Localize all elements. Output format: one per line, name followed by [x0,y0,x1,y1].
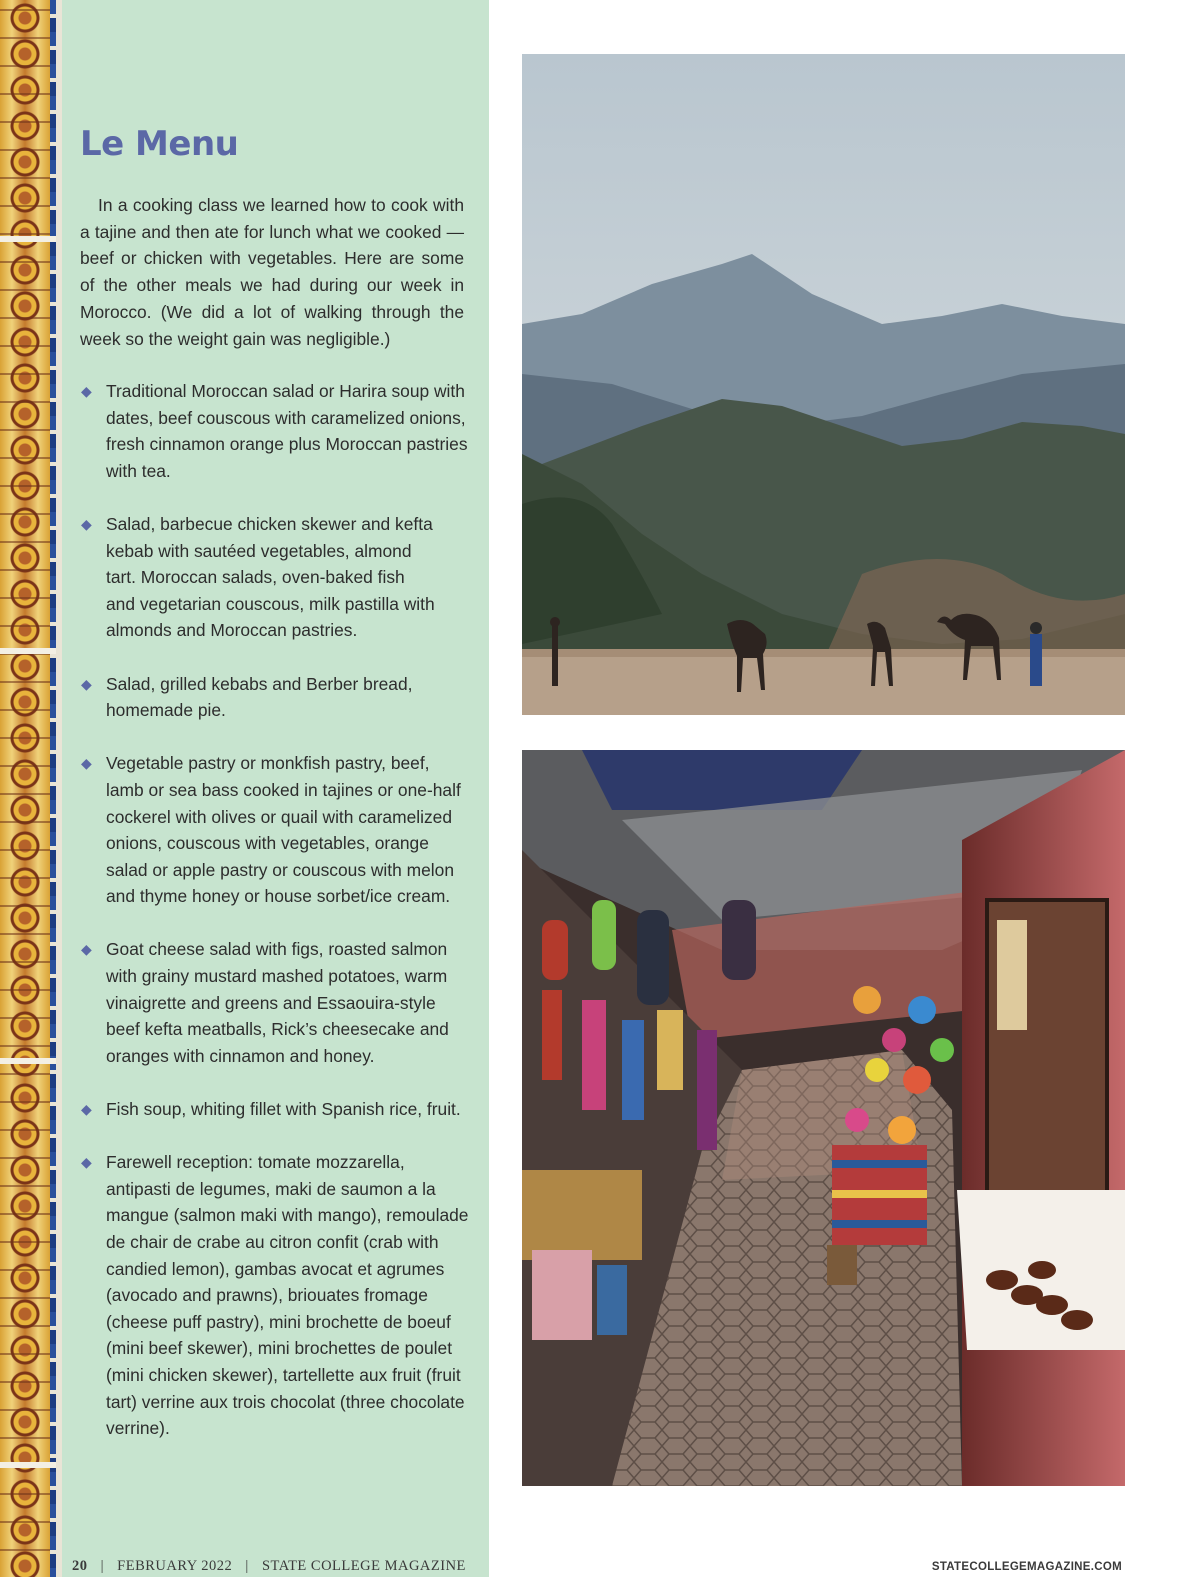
intro-paragraph: In a cooking class we learned how to cook with a tajine and then ate for lunch what we cooked — beef or chicken with vegetables. Here are some of the other meals we had during our week in Morocco. (We did a lot of walking through the week so the weight gain was negligible.) [80,195,464,349]
list-item [80,378,470,484]
issue-date: FEBRUARY 2022 [117,1558,233,1574]
diamond-bullet-icon: ◆ [81,383,92,399]
list-item [80,1149,470,1442]
menu-item-text: Traditional Moroccan salad or Harira soup with dates, beef couscous with caramelized onions, fresh cinnamon orange plus Moroccan pastries with tea. [106,381,468,481]
list-item [80,936,470,1069]
tile-seam [0,236,56,242]
tile-seam [0,648,56,654]
list-item [80,511,470,644]
menu-item-text: Vegetable pastry or monkfish pastry, beef, lamb or sea bass cooked in tajines or one-half cockerel with olives or quail with caramelized onions, couscous with vegetables, orange salad or apple pastry or couscous with melon and thyme honey or house sorbet/ice cream. [106,753,461,907]
article-title: Le Menu [80,124,239,164]
page-number: 20 [72,1558,88,1574]
list-item [80,750,470,910]
souk-market-photo [522,750,1125,1486]
website-link[interactable]: STATECOLLEGEMAGAZINE.COM [931,1561,1122,1573]
menu-item-text: Salad, grilled kebabs and Berber bread, homemade pie. [106,673,413,721]
tile-seam [0,1058,56,1064]
page-footer [72,1558,466,1575]
footer-separator: | [100,1558,105,1574]
diamond-bullet-icon: ◆ [81,515,92,532]
footer-separator: | [245,1558,249,1574]
list-item [80,1096,470,1123]
diamond-bullet-icon: ◆ [81,1154,92,1171]
menu-item-text: Salad, barbecue chicken skewer and kefta kebab with sautéed vegetables, almond tart. Moroccan salads, oven-baked fish and vegetarian couscous, milk pastilla with almonds and Moroccan pastries. [106,513,435,641]
diamond-bullet-icon: ◆ [81,941,92,958]
diamond-bullet-icon: ◆ [81,675,92,692]
mountains-camels-photo [522,54,1125,715]
list-item [80,671,470,724]
magazine-name: STATE COLLEGE MAGAZINE [261,1558,466,1574]
menu-item-text: Fish soup, whiting fillet with Spanish rice, fruit. [106,1099,461,1120]
diamond-bullet-icon: ◆ [81,1101,92,1118]
menu-list [80,378,470,1468]
diamond-bullet-icon: ◆ [81,755,92,772]
tile-seam [0,1462,56,1468]
menu-item-text: Goat cheese salad with figs, roasted salmon with grainy mustard mashed potatoes, warm vinaigrette and greens and Essaouira-style beef kefta meatballs, Rick’s cheesecake and oranges with cinnamon and honey. [106,939,449,1066]
menu-item-text: Farewell reception: tomate mozzarella, antipasti de legumes, maki de saumon a la mangue (salmon maki with mango), remoulade de chair de crabe au citron confit (crab with candied lemon), gambas avocat et agrumes (avocado and prawns), briouates fromage (cheese puff pastry), mini brochette de boeuf (mini beef skewer), mini brochettes de poulet (mini chicken skewer), tartellette aux fruit (fruit tart) verrine aux trois chocolat (three chocolate verrine). [106,1152,469,1439]
